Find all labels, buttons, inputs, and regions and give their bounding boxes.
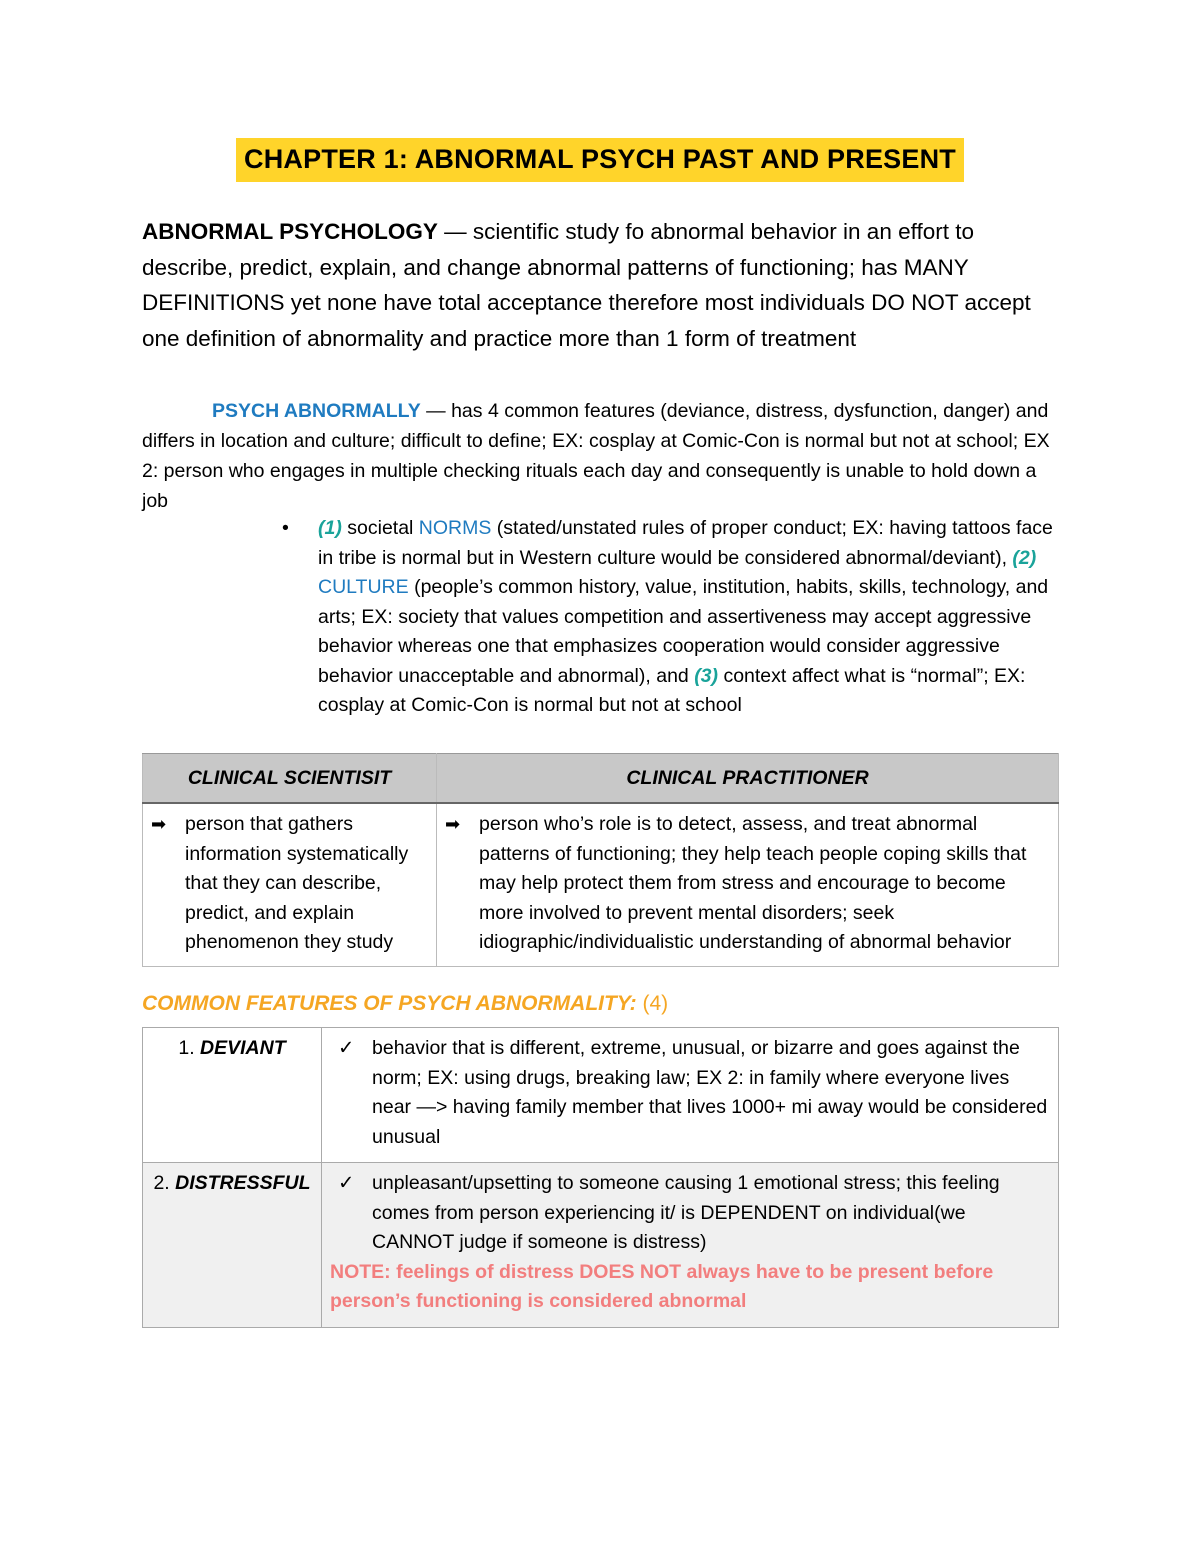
bullet-item: [282, 514, 1072, 721]
common-features-table: [142, 1027, 1059, 1328]
psych-abnormally-text: — has 4 common features (deviance, distress, dysfunction, danger) and differs in location and culture; difficult to define; EX: cosplay at Comic-Con is normal but not at school; EX 2: person who engages in multiple checking rituals each day and consequently is unable to hold down a job: [142, 400, 1050, 512]
scientist-cell: [143, 803, 437, 966]
item-number-3: (3): [694, 664, 719, 687]
check-icon: ✓: [338, 1037, 355, 1059]
feature-name: DEVIANT: [200, 1037, 286, 1059]
common-features-heading: [142, 988, 668, 1020]
item-number-2: (2): [1012, 546, 1037, 569]
bullet-text-part: context affect what is “normal”; EX: cosplay at Comic-Con is normal but not at school: [318, 664, 1026, 716]
table-header-row: [143, 754, 1059, 804]
abnormal-psychology-definition: [142, 214, 1067, 356]
title-container: [0, 138, 1200, 182]
feature-body-distressful: [322, 1163, 1059, 1328]
feature-number: 2.: [153, 1172, 176, 1194]
item-number-1: (1): [318, 517, 342, 539]
feature-label-distressful: [143, 1163, 322, 1328]
clinical-roles-table: [142, 753, 1059, 967]
header-clinical-scientist: CLINICAL SCIENTISIT: [143, 754, 437, 804]
features-count: (4): [636, 992, 669, 1015]
psych-abnormally-paragraph: [142, 396, 1062, 516]
practitioner-description: person who’s role is to detect, assess, and treat abnormal patterns of functioning; they help teach people coping skills that may help protect them from stress and encourage to become more involved to prevent mental disorders; seek idiographic/individualistic understanding of abnormal behavior: [479, 813, 1027, 953]
header-clinical-practitioner: CLINICAL PRACTITIONER: [437, 754, 1059, 804]
norms-term: NORMS: [418, 517, 492, 539]
arrow-icon: ➡: [445, 814, 461, 834]
bullet-text: [318, 514, 1072, 721]
definition-text: — scientific study fo abnormal behavior in an effort to describe, predict, explain, and change abnormal patterns of functioning; has MANY DEFINITIONS yet none have total acceptance therefore most individuals DO NOT accept one definition of abnormality and practice more than 1 form of treatment: [142, 219, 1031, 351]
chapter-title: CHAPTER 1: ABNORMAL PSYCH PAST AND PRESENT: [236, 138, 964, 182]
scientist-description: person that gathers information systematically that they can describe, predict, and explain phenomenon they study: [185, 813, 409, 953]
table-row: [143, 803, 1059, 966]
bullet-text-part: (people’s common history, value, institution, habits, skills, technology, and arts; EX: society that values competition and assertiveness may accept aggressive behavior whereas one that emphasizes cooperation would consider aggressive behavior unacceptable and abnormal), and: [318, 576, 1049, 687]
bullet-dot: •: [282, 517, 289, 539]
feature-number: 1.: [178, 1037, 201, 1059]
table-row: [143, 1028, 1059, 1163]
feature-name: DISTRESSFUL: [175, 1172, 311, 1194]
definition-term: ABNORMAL PSYCHOLOGY: [142, 219, 438, 244]
psych-abnormally-term: PSYCH ABNORMALLY: [212, 400, 421, 422]
feature-body-deviant: [322, 1028, 1059, 1163]
feature-description: unpleasant/upsetting to someone causing 1 emotional stress; this feeling comes from person experiencing it/ is DEPENDENT on individual(we CANNOT judge if someone is distress): [372, 1172, 1000, 1253]
features-heading-text: COMMON FEATURES OF PSYCH ABNORMALITY:: [142, 992, 637, 1015]
table-row: [143, 1163, 1059, 1328]
bullet-text-part: societal: [341, 517, 419, 539]
bullet-text-part: (stated/unstated rules of proper conduct; EX: having tattoos face in tribe is normal but in Western culture would be considered abnormal/deviant),: [318, 517, 1053, 569]
practitioner-cell: [437, 803, 1059, 966]
feature-description: behavior that is different, extreme, unusual, or bizarre and goes against the norm; EX: using drugs, breaking law; EX 2: in family where everyone lives near —> having family member that lives 1000+ mi away would be considered unusual: [372, 1037, 1048, 1148]
arrow-icon: ➡: [151, 814, 167, 834]
distress-note: NOTE: feelings of distress DOES NOT always have to be present before person’s functioning is considered abnormal: [330, 1260, 994, 1312]
feature-label-deviant: [143, 1028, 322, 1163]
culture-term: CULTURE: [318, 576, 409, 598]
check-icon: ✓: [338, 1172, 355, 1194]
